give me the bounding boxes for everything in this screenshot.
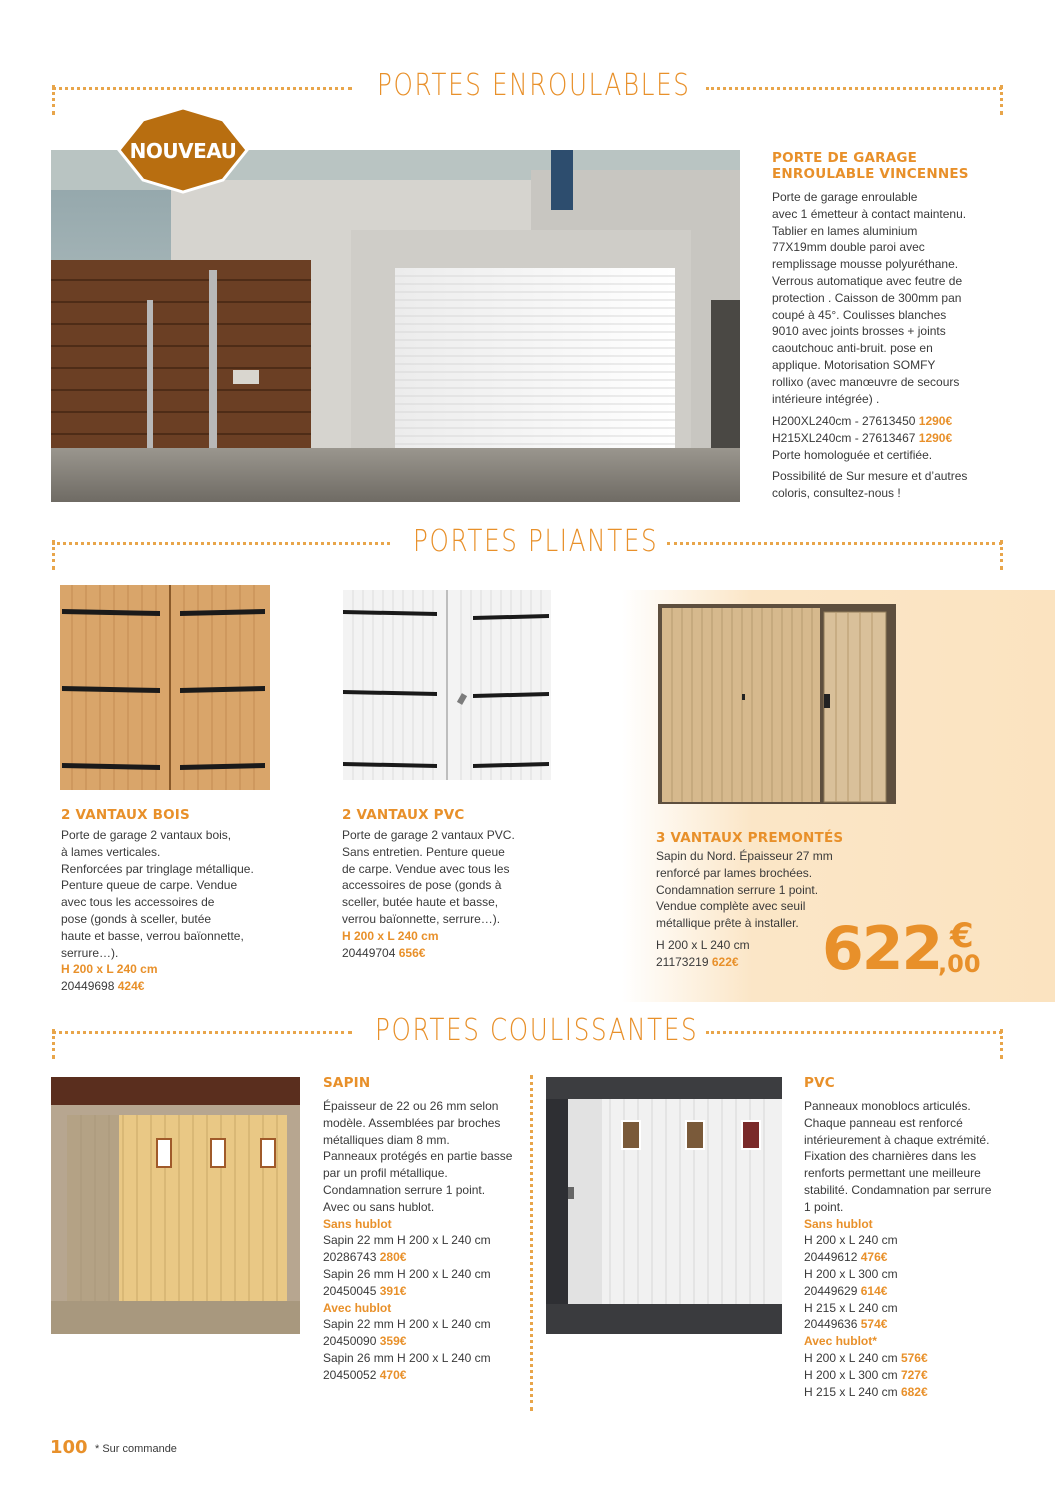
column-divider [530,1075,533,1411]
size-label: H 200 x L 240 cm [61,962,158,977]
price: 614€ [860,1283,888,1298]
section-divider-right [667,542,1002,545]
section-title-enroulables: PORTES ENROULABLES [377,68,691,103]
price: 476€ [860,1250,888,1265]
section-frame-right [1000,1029,1003,1059]
price: 727€ [900,1367,928,1382]
section-divider-left [52,542,390,545]
big-price [822,914,1002,988]
bois-door-photo [60,585,270,790]
premontes-refs: H 200 x L 240 cm 21173219 622€ [656,938,750,969]
vincennes-refs: H200XL240cm - 27613450 1290€ H215XL240cm - 27613467 1290€ Porte homologuée et certifiée. [772,414,953,462]
sans-hublot-label: Sans hublot [804,1216,873,1231]
pvc2-description: Porte de garage 2 vantaux PVC. Sans entretien. Penture queue de carpe. Vendue avec tous les accessoires de pose (gonds à sceller, butée haute et basse, verrou baïonnette, serrure…). H 200 x L 240 cm 20449704 656€ [342,828,515,960]
footer-note: * Sur commande [95,1443,177,1455]
section-frame-right [1000,540,1003,570]
sans-hublot-label: Sans hublot [323,1216,392,1231]
price: 574€ [860,1317,888,1332]
price: 470€ [379,1367,407,1382]
pvc-door-photo [343,590,551,780]
section-divider-left [52,1031,352,1034]
vincennes-photo [51,150,740,502]
section-divider-right [706,1031,1002,1034]
big-price-currency: € [950,916,974,956]
pvc-description: Panneaux monoblocs articulés. Chaque panneau est renforcé intérieurement à chaque extrémité. Fixation des charnières dans les renforts permettant une meilleure stabilité. Condamnation par serrure 1 point. Sans hublot H 200 x L 240 cm 20449612 476€ H 200 x L 300 cm 20449629 614€ H 215 x L 240 cm 20449636 574€ Avec hublot* H 200 x L 240 cm 576€ H 200 x L 300 cm 727€ H 215 x L 240 cm 682€ [804,1099,992,1399]
price: 622€ [711,954,739,969]
pvc2-title: 2 VANTAUX PVC [342,807,465,823]
pvc-sliding-door-photo [546,1077,782,1334]
page-number: 100 [50,1437,88,1458]
big-price-main: 622 [822,914,942,984]
price: 391€ [379,1283,407,1298]
avec-hublot-label: Avec hublot [323,1300,392,1315]
section-divider-right [706,87,1002,90]
size-label: H 200 x L 240 cm [342,928,439,943]
section-frame-right [1000,85,1003,115]
price: 1290€ [918,414,953,428]
premontes-door-photo [658,604,896,804]
premontes-title: 3 VANTAUX PREMONTÉS [656,830,844,846]
sapin-door-photo [51,1077,300,1334]
price: 424€ [117,979,145,994]
section-title-pliantes: PORTES PLIANTES [413,524,659,559]
premontes-description: Sapin du Nord. Épaisseur 27 mm renforcé par lames brochées. Condamnation serrure 1 point. Vendue complète avec seuil métallique prête à installer. [656,849,833,931]
price: 576€ [900,1350,928,1365]
big-price-cents: ,00 [938,950,981,978]
price: 1290€ [918,430,953,445]
sapin-description: Épaisseur de 22 ou 26 mm selon modèle. Assemblées par broches métalliques diam 8 mm. Panneaux protégés en partie basse par un profil métallique. Condamnation serrure 1 point. Avec ou sans hublot. Sans hublot Sapin 22 mm H 200 x L 240 cm 20286743 280€ Sapin 26 mm H 200 x L 240 cm 20450045 391€ Avec hublot Sapin 22 mm H 200 x L 240 cm 20450090 359€ Sapin 26 mm H 200 x L 240 cm 20450052 470€ [323,1099,513,1382]
price: 656€ [398,945,426,960]
section-title-coulissantes: PORTES COULISSANTES [375,1013,699,1048]
vincennes-description: Porte de garage enroulable avec 1 émetteur à contact maintenu. Tablier en lames aluminium 77X19mm double paroi avec remplissage mousse polyuréthane. Verrous automatique avec feutre de protection . Caisson de 300mm pan coupé à 45°. Coulisses blanches 9010 avec joints brosses + joints caoutchouc anti-bruit. pose en applique. Motorisation SOMFY rollixo (avec manœuvre de secours intérieure intégrée) . [772,190,967,406]
avec-hublot-label: Avec hublot* [804,1334,877,1349]
vincennes-title: PORTE DE GARAGE ENROULABLE VINCENNES [772,150,969,182]
sapin-title: SAPIN [323,1075,371,1091]
bois-description: Porte de garage 2 vantaux bois, à lames verticales. Renforcées par tringlage métallique. Penture queue de carpe. Vendue avec tous les accessoires de pose (gonds à sceller, butée haute et basse, verrou baïonnette, serrure…). H 200 x L 240 cm 20449698 424€ [61,828,254,994]
price: 682€ [900,1384,928,1399]
bois-title: 2 VANTAUX BOIS [61,807,190,823]
pvc-title: PVC [804,1075,835,1091]
new-badge-label: NOUVEAU [129,139,237,163]
price: 280€ [379,1250,407,1265]
new-badge [113,106,253,194]
price: 359€ [379,1334,407,1349]
section-divider-left [52,87,352,90]
vincennes-extra: Possibilité de Sur mesure et d’autres coloris, consultez-nous ! [772,469,968,500]
